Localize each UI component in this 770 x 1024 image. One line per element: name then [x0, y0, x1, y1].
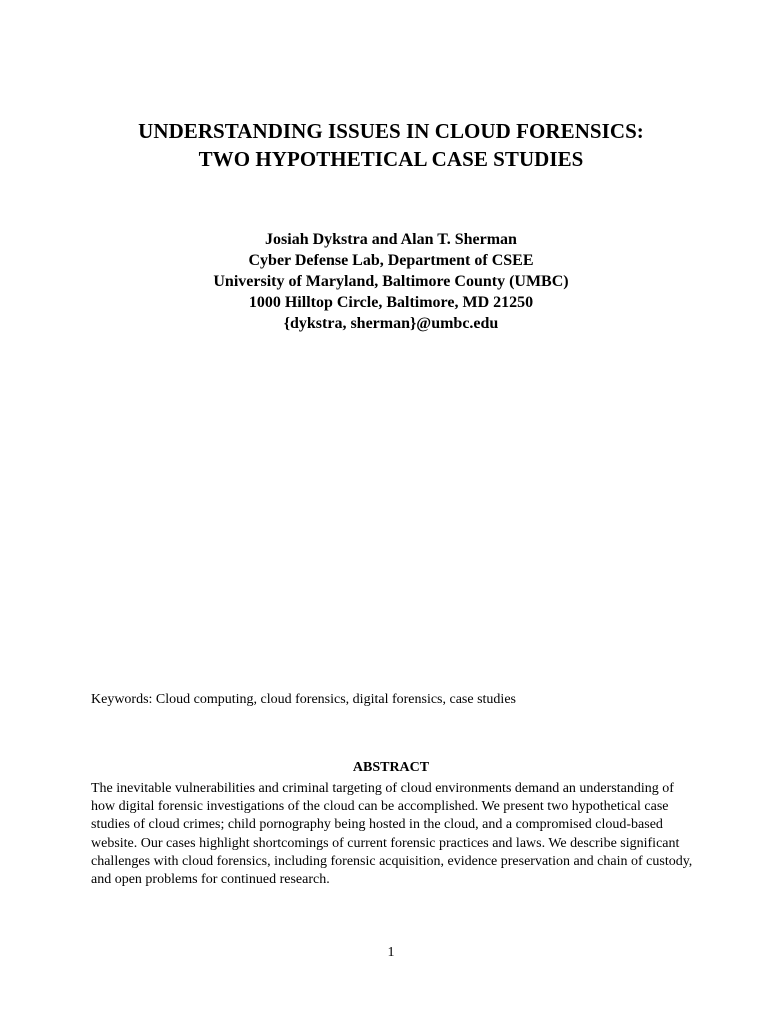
author-lab: Cyber Defense Lab, Department of CSEE: [248, 252, 534, 269]
page-number: 1: [387, 945, 395, 960]
paper-title: [0, 117, 770, 173]
abstract-line: challenges with cloud forensics, including forensic acquisition, evidence preservation and chain of custody,: [91, 853, 693, 869]
abstract-line: The inevitable vulnerabilities and criminal targeting of cloud environments demand an understanding of: [91, 781, 674, 796]
author-names: Josiah Dykstra and Alan T. Sherman: [265, 231, 517, 248]
abstract-line: studies of cloud crimes; child pornography being hosted in the cloud, and a compromised cloud-based: [91, 817, 663, 833]
abstract-line: and open problems for continued research.: [91, 872, 330, 888]
keywords-line: Keywords: Cloud computing, cloud forensics, digital forensics, case studies: [91, 692, 516, 707]
abstract-line: how digital forensic investigations of the cloud can be accomplished. We present two hypothetical case: [91, 799, 669, 815]
abstract-body: [91, 780, 691, 889]
abstract-heading: ABSTRACT: [352, 760, 430, 775]
author-address: 1000 Hilltop Circle, Baltimore, MD 21250: [248, 294, 534, 311]
author-block: [0, 229, 770, 334]
abstract-line: website. Our cases highlight shortcomings of current forensic practices and laws. We describe significant: [91, 835, 680, 851]
title-line-1: UNDERSTANDING ISSUES IN CLOUD FORENSICS:: [138, 119, 644, 143]
author-email: {dykstra, sherman}@umbc.edu: [283, 315, 499, 332]
author-university: University of Maryland, Baltimore County (UMBC): [213, 273, 569, 290]
title-line-2: TWO HYPOTHETICAL CASE STUDIES: [198, 147, 584, 171]
